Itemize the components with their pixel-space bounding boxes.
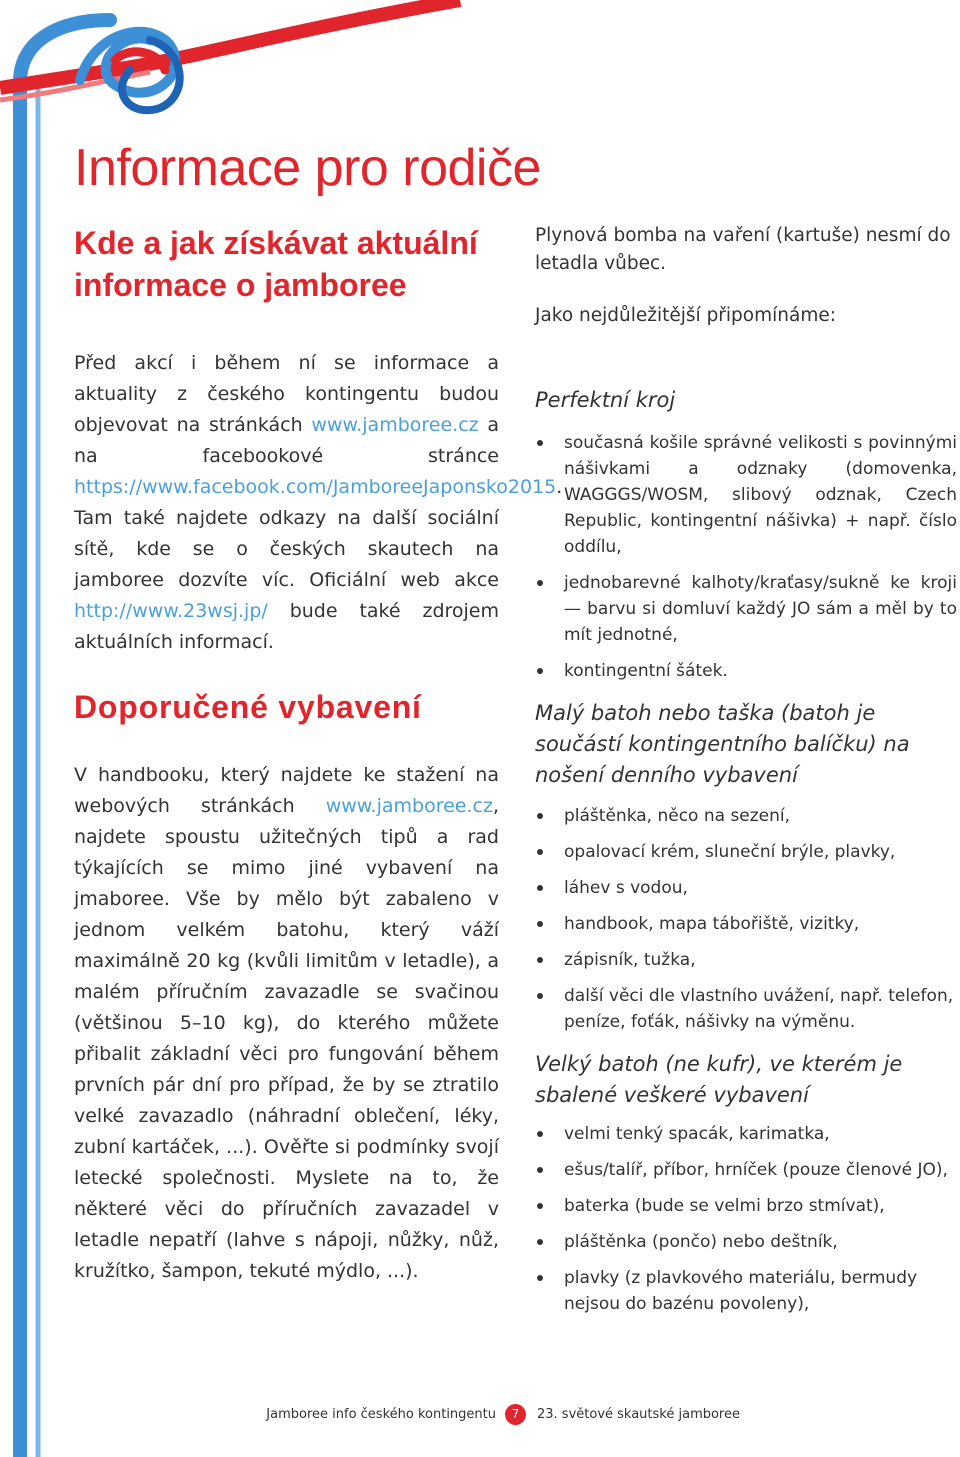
list-item: ešus/talíř, příbor, hrníček (pouze členové JO),	[535, 1157, 957, 1183]
list-item: kontingentní šátek.	[535, 658, 957, 684]
list-item: opalovací krém, sluneční brýle, plavky,	[535, 839, 957, 865]
list-item: láhev s vodou,	[535, 875, 957, 901]
info-text-1: Před akcí i během ní se informace a aktuality z českého kontingentu budou objevovat na stránkách	[74, 352, 499, 436]
uniform-list	[535, 430, 957, 684]
small-bag-list	[535, 803, 957, 1035]
reminder-intro: Jako nejdůležitější připomínáme:	[535, 305, 836, 326]
list-item: plavky (z plavkového materiálu, bermudy nejsou do bazénu povoleny),	[535, 1265, 957, 1317]
uniform-heading: Perfektní kroj	[535, 388, 676, 412]
list-item: velmi tenký spacák, karimatka,	[535, 1121, 957, 1147]
info-text-3: . Tam také najdete odkazy na další sociální sítě, kde se o českých skautech na jamboree dozvíte víc. Oficiální web akce	[74, 476, 563, 591]
small-bag-heading: Malý batoh nebo taška (batoh je součástí kontingentního balíčku) na nošení denního vybavení	[535, 701, 910, 787]
handbook-jamboree-link[interactable]: www.jamboree.cz	[325, 795, 493, 817]
jamboree-link[interactable]: www.jamboree.cz	[311, 414, 479, 436]
list-item: baterka (bude se velmi brzo stmívat),	[535, 1193, 957, 1219]
facebook-link[interactable]: https://www.facebook.com/JamboreeJaponsko2015	[74, 476, 557, 498]
gas-canister-note: Plynová bomba na vaření (kartuše) nesmí do letadla vůbec.	[535, 225, 951, 274]
equipment-paragraph	[74, 760, 499, 1287]
left-column	[74, 222, 563, 1287]
big-bag-heading: Velký batoh (ne kufr), ve kterém je sbalené veškeré vybavení	[535, 1052, 903, 1107]
official-web-link[interactable]: http://www.23wsj.jp/	[74, 600, 268, 622]
page-footer	[0, 1404, 960, 1428]
info-section-heading: Kde a jak získávat aktuální informace o jamboree	[74, 225, 478, 303]
footer-publication: Jamboree info českého kontingentu	[266, 1407, 496, 1422]
page-title: Informace pro rodiče	[74, 139, 541, 197]
equipment-text-1: V handbooku, který najdete ke stažení na webových stránkách	[74, 764, 499, 817]
list-item: jednobarevné kalhoty/kraťasy/sukně ke kroji — barvu si domluví každý JO sám a měl by to mít jednotné,	[535, 570, 957, 648]
list-item: současná košile správné velikosti s povinnými nášivkami a odznaky (domovenka, WAGGGS/WOSM, slibový odznak, Czech Republic, kontingentní nášivka) + např. číslo oddílu,	[535, 430, 957, 560]
page-number: 7	[505, 1404, 526, 1425]
footer-event: 23. světové skautské jamboree	[537, 1407, 740, 1422]
list-item: pláštěnka, něco na sezení,	[535, 803, 957, 829]
right-column	[535, 222, 957, 1327]
equipment-text-2: , najdete spoustu užitečných tipů a rad týkajících se mimo jiné vybavení na jmaboree. Vše by mělo být zabaleno v jednom velkém batohu, který váží maximálně 20 kg (kvůli limitům v letadle), a malém příručním zavazadle se svačinou (většinou 5–10 kg), do kterého můžete přibalit základní věci pro fungování během prvních pár dní pro případ, že by se ztratilo velké zavazadlo (náhradní oblečení, léky, zubní kartáček, ...). Ověřte si podmínky svojí letecké společnosti. Myslete na to, že některé věci do příručních zavazadel v letadle nepatří (lahve s nápoji, nůžky, nůž, kružítko, šampon, tekuté mýdlo, ...).	[74, 795, 499, 1282]
equipment-section-heading: Doporučené vybavení	[74, 689, 422, 725]
big-bag-list	[535, 1121, 957, 1317]
info-paragraph	[74, 348, 563, 658]
info-text-2: a na facebookové stránce	[74, 414, 499, 467]
list-item: handbook, mapa tábořiště, vizitky,	[535, 911, 957, 937]
list-item: pláštěnka (pončo) nebo deštník,	[535, 1229, 957, 1255]
list-item: další věci dle vlastního uvážení, např. telefon, peníze, foťák, nášivky na výměnu.	[535, 983, 957, 1035]
list-item: zápisník, tužka,	[535, 947, 957, 973]
info-text-4: bude také zdrojem aktuálních informací.	[74, 600, 499, 653]
